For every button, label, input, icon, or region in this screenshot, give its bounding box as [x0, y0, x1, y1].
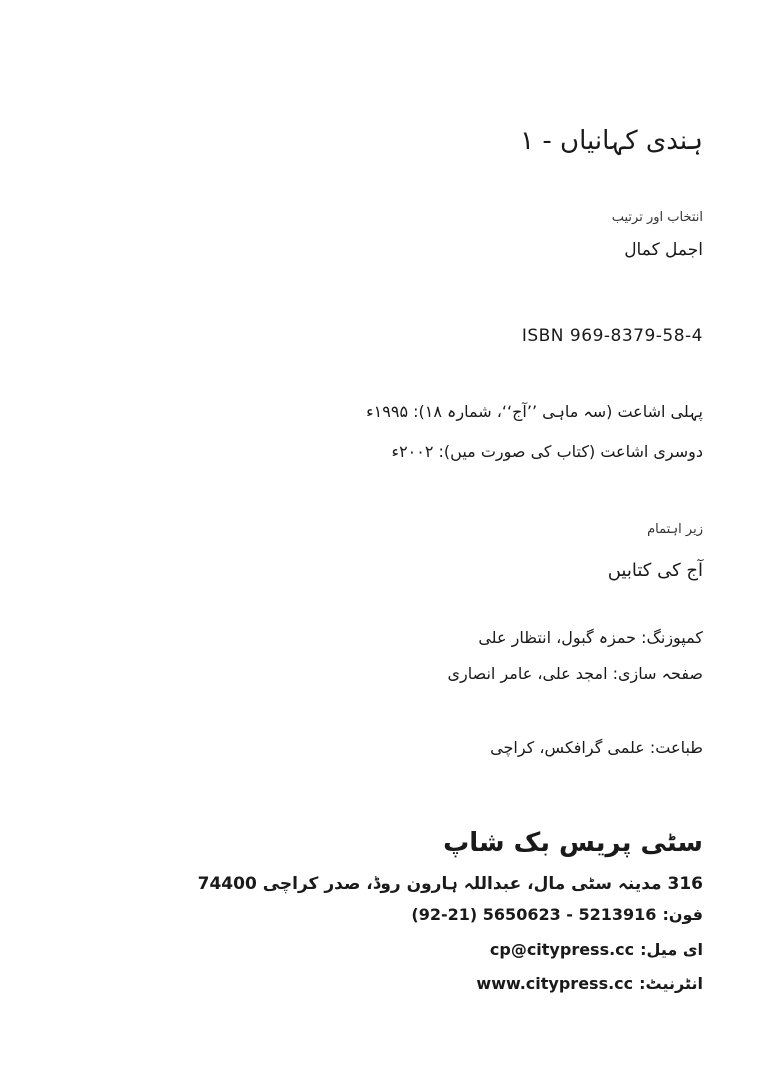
website-link[interactable]: www.citypress.cc: [476, 974, 634, 993]
isbn: ISBN 969-8379-58-4: [521, 326, 703, 346]
book-title: ہندی کہانیاں - ۱: [520, 126, 703, 156]
website-label: انٹرنیٹ:: [639, 974, 703, 993]
email-label: ای میل:: [640, 940, 703, 959]
publisher-brand: آج کی کتابیں: [607, 560, 703, 581]
phone-row: [411, 905, 703, 924]
composing-credit: کمپوزنگ: حمزہ گبول، انتظار علی: [478, 628, 703, 647]
distributor-name: سٹی پریس بک شاپ: [443, 828, 703, 858]
printing-credit: طباعت: علمی گرافکس، کراچی: [490, 738, 703, 757]
under-supervision-label: زیر اہتمام: [647, 522, 703, 537]
phone-label: فون:: [662, 905, 703, 924]
email-row: [490, 940, 703, 959]
page-setting-credit: صفحہ سازی: امجد علی، عامر انصاری: [447, 664, 703, 683]
distributor-address: 316 مدینہ سٹی مال، عبداللہ ہارون روڈ، صدر کراچی 74400: [197, 874, 703, 894]
email-link[interactable]: cp@citypress.cc: [489, 940, 635, 959]
second-edition-line: دوسری اشاعت (کتاب کی صورت میں): ۲۰۰۲ء: [391, 442, 703, 461]
compiler-label: انتخاب اور ترتیب: [611, 210, 703, 225]
first-edition-line: پہلی اشاعت (سہ ماہی ’’آج‘‘، شمارہ ۱۸): ۱۹۹۵ء: [366, 402, 703, 421]
compiler-name: اجمل کمال: [624, 240, 703, 260]
phone-value: (92-21) 5650623 - 5213916: [411, 905, 657, 924]
website-row: [476, 974, 703, 993]
